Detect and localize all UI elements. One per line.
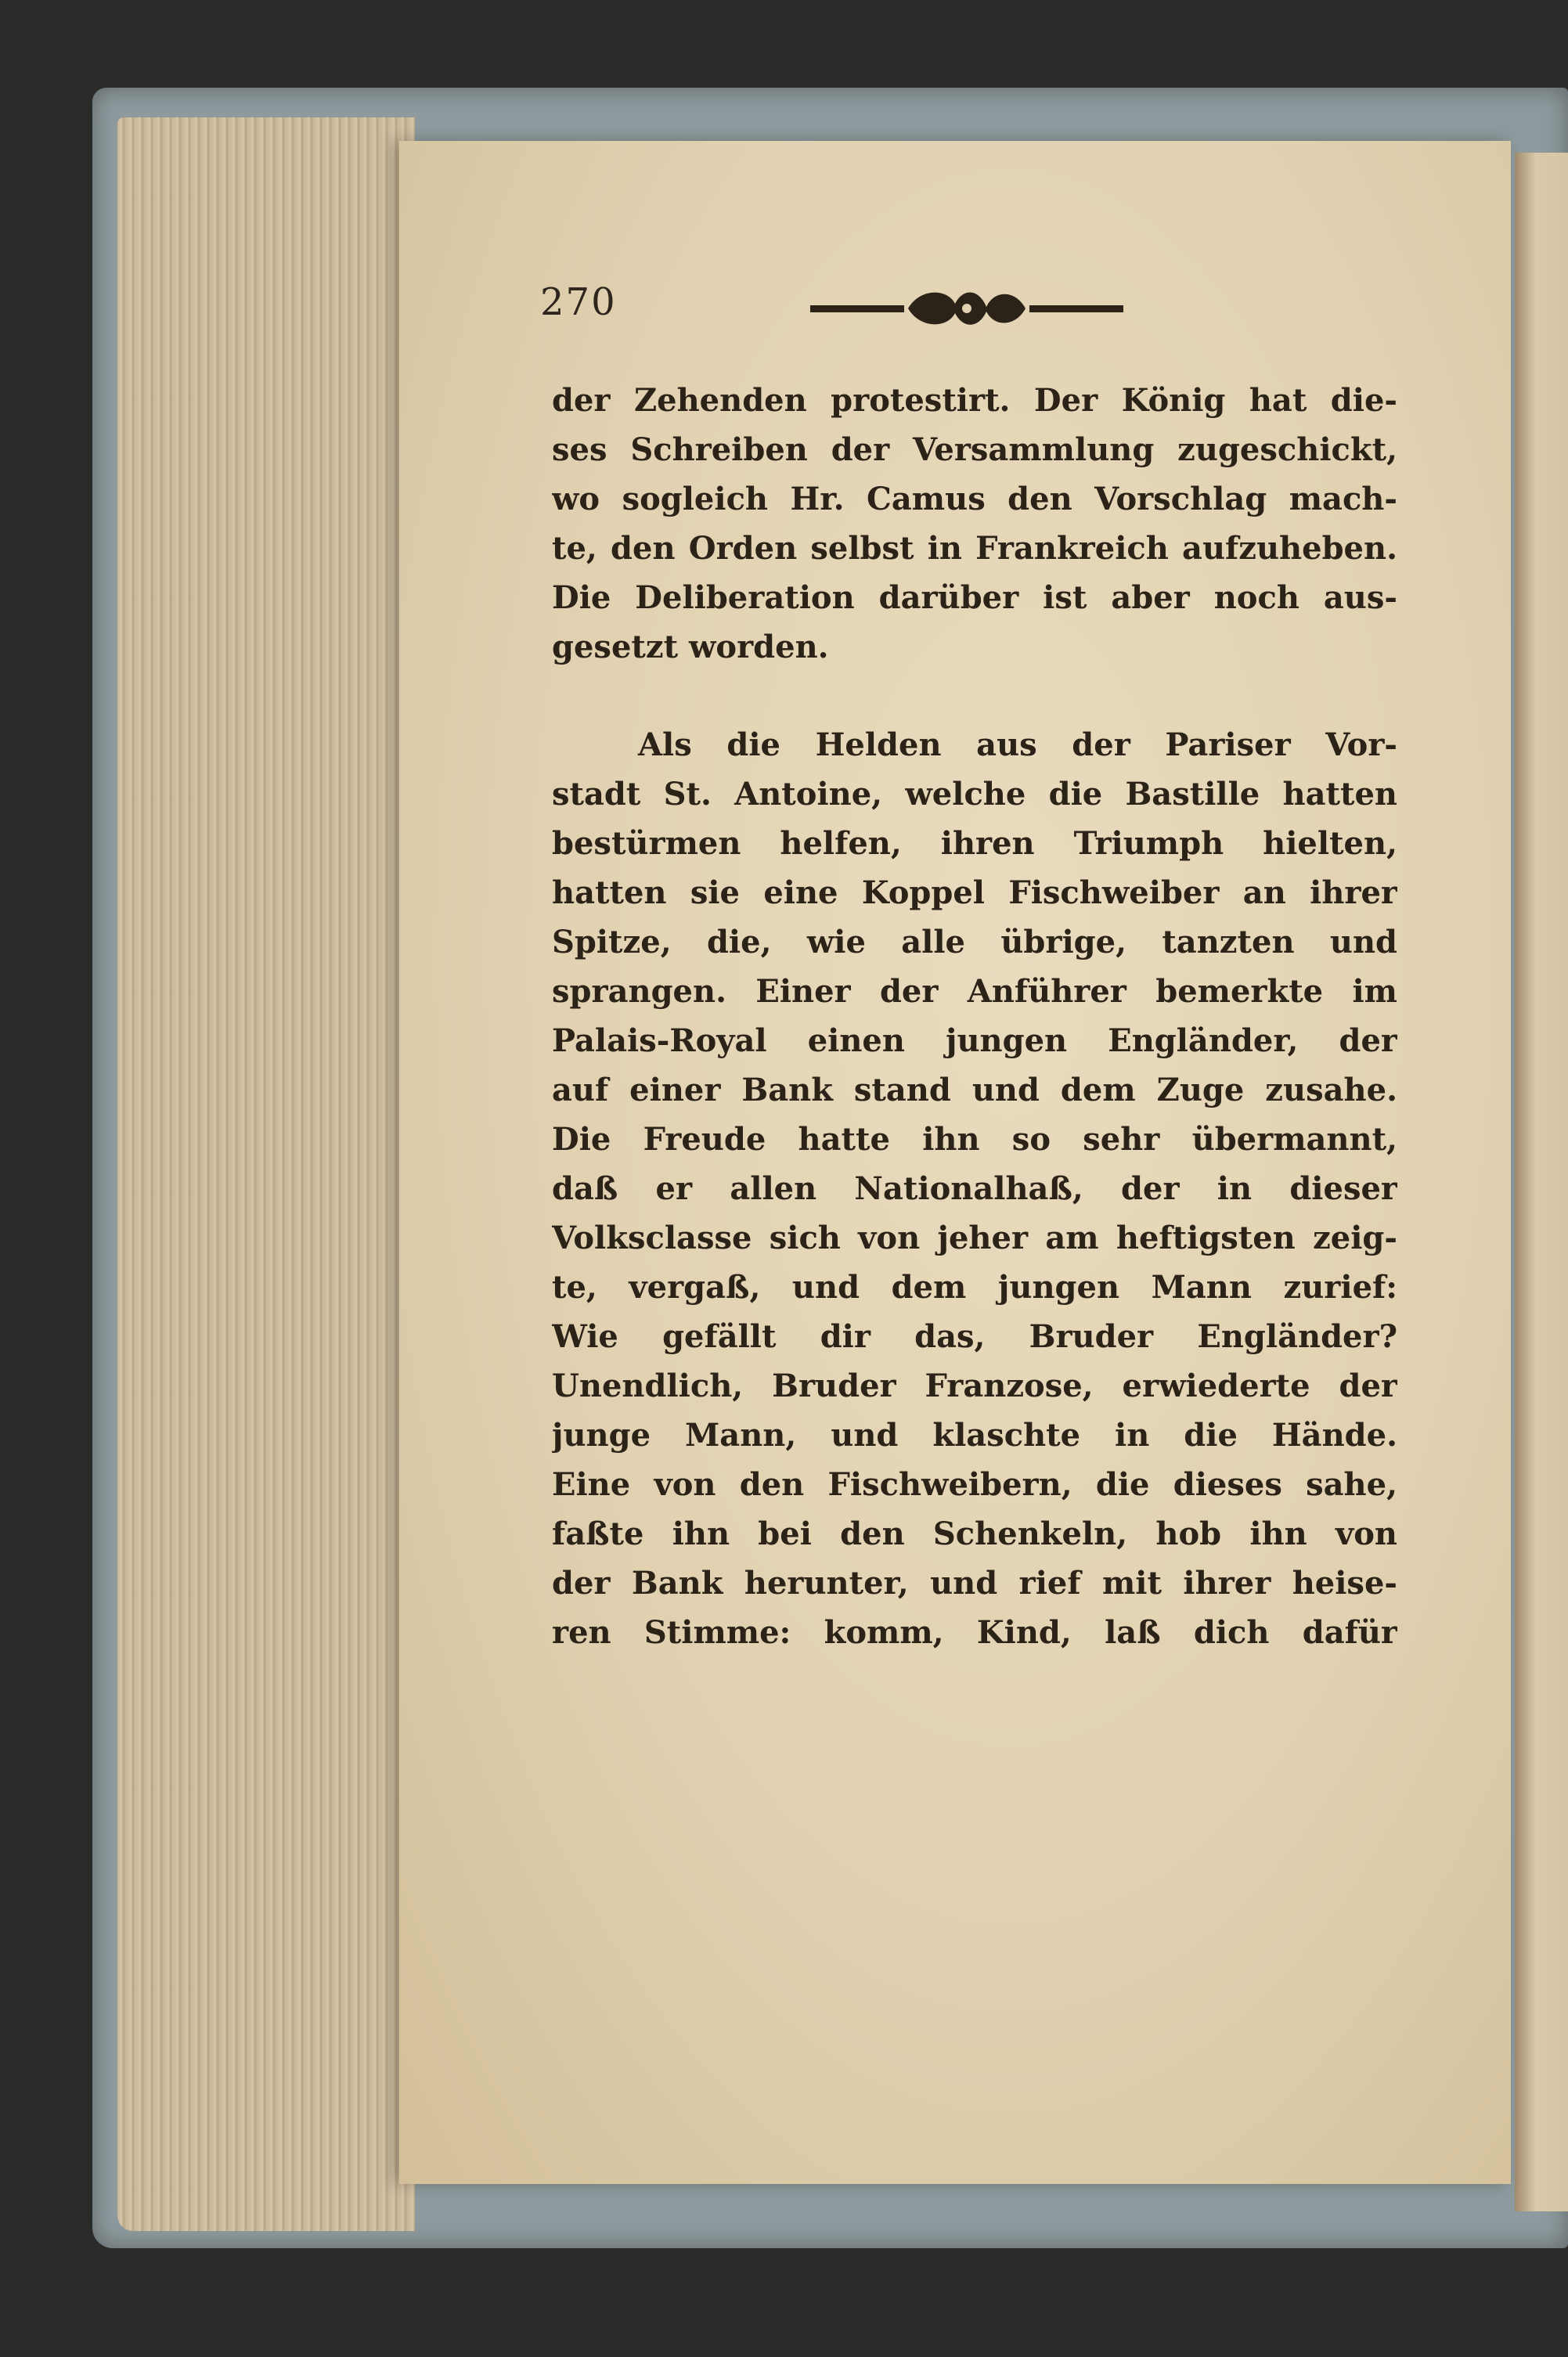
text-line: auf einer Bank stand und dem Zuge zusahe. xyxy=(552,1072,1397,1108)
text-line: Die Freude hatte ihn so sehr übermannt, xyxy=(552,1121,1397,1158)
page-number: 270 xyxy=(540,280,617,324)
text-line: faßte ihn bei den Schenkeln, hob ihn von xyxy=(552,1515,1397,1552)
facing-page-edge xyxy=(1515,153,1568,2211)
text-line: Wie gefällt dir das, Bruder Engländer? xyxy=(552,1318,1397,1355)
page-header xyxy=(540,280,1135,335)
paragraph-2 xyxy=(552,720,1397,1657)
text-line: gesetzt worden. xyxy=(552,629,829,665)
decorative-ornament-icon xyxy=(810,287,1123,330)
text-line: junge Mann, und klaschte in die Hände. xyxy=(552,1417,1397,1454)
text-line: Palais-Royal einen jungen Engländer, der xyxy=(552,1022,1397,1059)
text-line: Unendlich, Bruder Franzose, erwiederte der xyxy=(552,1368,1397,1404)
text-line: te, vergaß, und dem jungen Mann zurief: xyxy=(552,1269,1397,1306)
text-line: Die Deliberation darüber ist aber noch aus- xyxy=(552,579,1397,616)
text-line: der Bank herunter, und rief mit ihrer heise- xyxy=(552,1565,1397,1602)
paragraph-1 xyxy=(552,376,1397,672)
text-line: Volksclasse sich von jeher am heftigsten zeig- xyxy=(552,1220,1397,1256)
text-line: ren Stimme: komm, Kind, laß dich dafür xyxy=(552,1614,1397,1651)
text-line: stadt St. Antoine, welche die Bastille hatten xyxy=(552,776,1397,813)
text-line: sprangen. Einer der Anführer bemerkte im xyxy=(552,973,1397,1010)
text-line: daß er allen Nationalhaß, der in dieser xyxy=(552,1170,1397,1207)
text-line: te, den Orden selbst in Frankreich aufzuheben. xyxy=(552,530,1397,567)
page-text xyxy=(552,376,1397,1657)
text-line: der Zehenden protestirt. Der König hat die- xyxy=(552,382,1397,419)
text-line: ses Schreiben der Versammlung zugeschickt, xyxy=(552,431,1397,468)
text-line: wo sogleich Hr. Camus den Vorschlag mach- xyxy=(552,481,1397,517)
text-line: Spitze, die, wie alle übrige, tanzten und xyxy=(552,924,1397,960)
page-edges xyxy=(117,117,415,2231)
text-line: Als die Helden aus der Pariser Vor- xyxy=(638,726,1397,763)
text-line: hatten sie eine Koppel Fischweiber an ihrer xyxy=(552,874,1397,911)
text-line: bestürmen helfen, ihren Triumph hielten, xyxy=(552,825,1397,862)
text-line: Eine von den Fischweibern, die dieses sahe, xyxy=(552,1466,1397,1503)
